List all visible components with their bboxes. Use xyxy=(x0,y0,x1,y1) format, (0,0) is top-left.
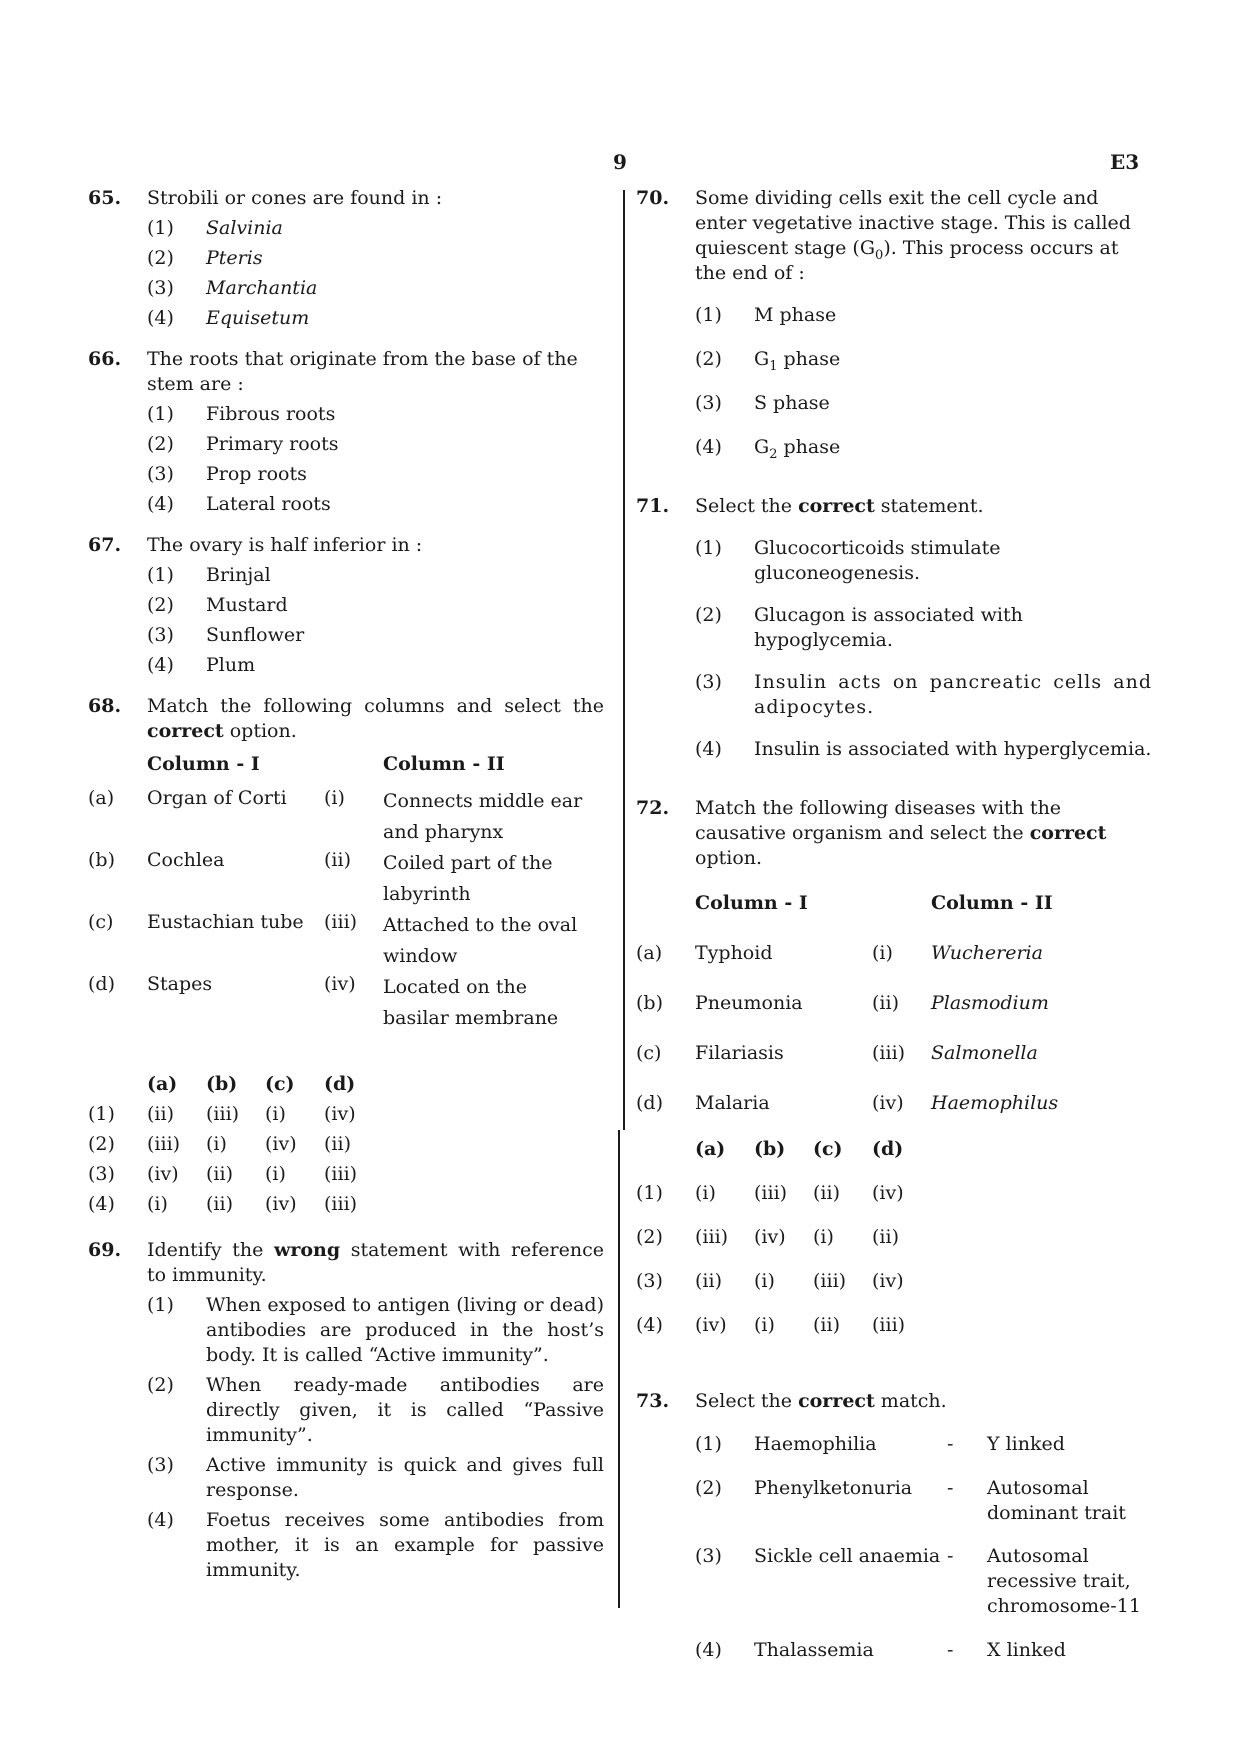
answer-row xyxy=(88,1102,383,1132)
answer-cell: (iii) xyxy=(813,1270,847,1292)
answer-table xyxy=(636,1137,931,1357)
answer-row xyxy=(636,1313,931,1357)
question-text-b: statement with reference to immunity. xyxy=(147,1239,605,1286)
option-text: Insulin acts on pancreatic cells and adipocytes. xyxy=(754,671,1152,718)
answer-head: (d) xyxy=(324,1073,356,1095)
right-column xyxy=(636,186,1152,1668)
option xyxy=(88,623,604,648)
row-label: (b) xyxy=(88,849,115,871)
dash: - xyxy=(947,1477,954,1499)
option-text-sub: 1 xyxy=(769,358,778,374)
option xyxy=(88,1453,604,1503)
question-68 xyxy=(88,694,604,1222)
answer-cell: (ii) xyxy=(695,1270,722,1292)
option-text: Marchantia xyxy=(206,277,318,299)
option-number: (4) xyxy=(147,307,174,329)
option-number: (2) xyxy=(147,247,174,269)
match-row xyxy=(636,991,1058,1041)
question-65 xyxy=(88,186,604,331)
option-text: When ready-made antibodies are directly given, it is called “Passive immunity”. xyxy=(206,1374,604,1446)
answer-cell: (iii) xyxy=(324,1193,358,1215)
question-text-bold: correct xyxy=(798,495,875,517)
page-number: 9 xyxy=(613,150,627,174)
answer-cell: (iv) xyxy=(872,1270,904,1292)
answer-cell: (i) xyxy=(147,1193,168,1215)
option xyxy=(88,432,604,457)
answer-cell: (iv) xyxy=(265,1193,297,1215)
option xyxy=(88,402,604,427)
dash: - xyxy=(947,1639,954,1661)
option-number: (4) xyxy=(147,1509,174,1531)
inheritance: Autosomal dominant trait xyxy=(987,1477,1126,1524)
column-divider-top xyxy=(623,190,625,1130)
answer-head: (d) xyxy=(872,1138,904,1160)
question-text-bold: correct xyxy=(147,720,224,742)
answer-cell: (i) xyxy=(754,1270,775,1292)
row-label: (c) xyxy=(88,911,114,933)
option-number: (1) xyxy=(147,564,174,586)
row-roman: (i) xyxy=(872,942,893,964)
question-text xyxy=(695,1389,1152,1414)
option-text: Prop roots xyxy=(206,463,307,485)
answer-row xyxy=(88,1132,383,1162)
answer-cell: (iv) xyxy=(265,1133,297,1155)
option-text xyxy=(754,347,1152,372)
answer-cell: (iv) xyxy=(324,1103,356,1125)
column-2-header: Column - II xyxy=(931,892,1053,914)
option xyxy=(88,246,604,271)
question-text-bold: correct xyxy=(1029,822,1107,844)
answer-cell: (i) xyxy=(265,1163,286,1185)
option-number: (1) xyxy=(147,403,174,425)
answer-cell: (ii) xyxy=(206,1193,233,1215)
question-text xyxy=(695,494,1152,519)
option xyxy=(636,670,1152,720)
option-number: (3) xyxy=(147,463,174,485)
row-label: (a) xyxy=(88,787,115,809)
option xyxy=(636,347,1152,372)
answer-cell: (ii) xyxy=(813,1314,840,1336)
question-number: 67. xyxy=(88,534,122,556)
answer-cell: (i) xyxy=(265,1103,286,1125)
option xyxy=(636,737,1152,762)
column-2-item: Haemophilus xyxy=(931,1092,1059,1114)
question-text-b: option. xyxy=(223,720,297,742)
match-option xyxy=(636,1544,1152,1638)
option-text-sub: 2 xyxy=(769,446,778,462)
question-text-a: Select the xyxy=(695,1390,799,1412)
option-number: (4) xyxy=(695,436,722,458)
option-number: (4) xyxy=(695,738,722,760)
option-number: (2) xyxy=(147,1374,174,1396)
column-2-item: Coiled part of the labyrinth xyxy=(383,852,553,905)
option xyxy=(88,306,604,331)
option xyxy=(636,435,1152,460)
option-text: M phase xyxy=(754,304,837,326)
answer-head: (b) xyxy=(754,1138,786,1160)
option-text: Primary roots xyxy=(206,433,339,455)
question-67 xyxy=(88,533,604,678)
option xyxy=(88,653,604,678)
answer-row xyxy=(636,1225,931,1269)
column-1-item: Typhoid xyxy=(695,942,773,964)
option-text: Lateral roots xyxy=(206,493,331,515)
question-text-a: Match the following diseases with the causative organism and select the xyxy=(695,797,1062,844)
option-number: (4) xyxy=(147,654,174,676)
question-text-b: option. xyxy=(695,847,763,869)
answer-cell: (i) xyxy=(754,1314,775,1336)
column-2-item: Salmonella xyxy=(931,1042,1038,1064)
question-73 xyxy=(636,1389,1152,1668)
row-roman: (ii) xyxy=(324,849,351,871)
question-text: Strobili or cones are found in : xyxy=(147,187,443,209)
column-1-item: Malaria xyxy=(695,1092,770,1114)
column-2-item: Located on the basilar membrane xyxy=(383,976,559,1029)
dash: - xyxy=(947,1433,954,1455)
option-number: (2) xyxy=(695,348,722,370)
option xyxy=(88,563,604,588)
answer-number: (2) xyxy=(88,1133,115,1155)
question-number: 71. xyxy=(636,495,670,517)
row-label: (c) xyxy=(636,1042,662,1064)
match-option xyxy=(636,1432,1152,1476)
answer-cell: (iii) xyxy=(324,1163,358,1185)
option-number: (1) xyxy=(695,537,722,559)
match-list xyxy=(636,1432,1152,1668)
answer-cell: (ii) xyxy=(872,1226,899,1248)
answer-head: (a) xyxy=(147,1073,178,1095)
option-text: Salvinia xyxy=(206,217,283,239)
answer-cell: (ii) xyxy=(147,1103,174,1125)
option-number: (3) xyxy=(695,392,722,414)
option-number: (3) xyxy=(147,277,174,299)
option-number: (1) xyxy=(147,217,174,239)
row-roman: (iv) xyxy=(324,973,356,995)
answer-head: (a) xyxy=(695,1138,726,1160)
question-number: 70. xyxy=(636,187,670,209)
match-table xyxy=(636,891,1058,1137)
question-text-a: Select the xyxy=(695,495,799,517)
row-label: (d) xyxy=(88,973,115,995)
row-label: (b) xyxy=(636,992,663,1014)
option xyxy=(88,276,604,301)
option-text: Plum xyxy=(206,654,256,676)
column-1-item: Cochlea xyxy=(147,849,225,871)
inheritance: X linked xyxy=(987,1639,1066,1661)
inheritance: Autosomal recessive trait, chromosome-11 xyxy=(987,1545,1141,1617)
question-text-bold: wrong xyxy=(274,1239,341,1261)
answer-cell: (ii) xyxy=(813,1182,840,1204)
column-2-item: Attached to the oval window xyxy=(383,914,578,967)
match-table xyxy=(88,752,604,1066)
option-number: (1) xyxy=(695,304,722,326)
column-1-item: Stapes xyxy=(147,973,213,995)
option xyxy=(636,536,1152,586)
answer-cell: (ii) xyxy=(324,1133,351,1155)
question-71 xyxy=(636,494,1152,762)
option xyxy=(88,1293,604,1368)
question-number: 66. xyxy=(88,348,122,370)
question-72 xyxy=(636,796,1152,1357)
answer-cell: (iv) xyxy=(754,1226,786,1248)
option-number: (3) xyxy=(695,1545,722,1567)
option-text: Foetus receives some antibodies from mother, it is an example for passive immunity. xyxy=(206,1509,604,1581)
inheritance: Y linked xyxy=(987,1433,1065,1455)
answer-head: (b) xyxy=(206,1073,238,1095)
row-roman: (iii) xyxy=(324,911,358,933)
option-number: (4) xyxy=(147,493,174,515)
question-text: The ovary is half inferior in : xyxy=(147,534,423,556)
option-text-pre: G xyxy=(754,348,770,370)
answer-row xyxy=(88,1162,383,1192)
question-text xyxy=(147,1238,604,1288)
question-text xyxy=(147,694,604,719)
question-text-a: Some dividing cells exit the cell cycle and enter vegetative inactive stage. This is called quiescent stage (G xyxy=(695,187,1131,259)
answer-number: (3) xyxy=(636,1270,663,1292)
answer-cell: (iii) xyxy=(147,1133,181,1155)
column-1-item: Pneumonia xyxy=(695,992,803,1014)
answer-cell: (i) xyxy=(813,1226,834,1248)
option-text: Glucocorticoids stimulate gluconeogenesis. xyxy=(754,537,1001,584)
row-roman: (iv) xyxy=(872,1092,904,1114)
answer-row xyxy=(636,1269,931,1313)
option-number: (3) xyxy=(147,1454,174,1476)
answer-head: (c) xyxy=(813,1138,843,1160)
answer-cell: (iii) xyxy=(206,1103,240,1125)
option-text: Sunflower xyxy=(206,624,305,646)
row-roman: (ii) xyxy=(872,992,899,1014)
answer-cell: (i) xyxy=(695,1182,716,1204)
answer-cell: (iv) xyxy=(872,1182,904,1204)
disorder: Thalassemia xyxy=(754,1639,874,1661)
question-66 xyxy=(88,347,604,517)
option-number: (1) xyxy=(695,1433,722,1455)
column-2-item: Wuchereria xyxy=(931,942,1043,964)
match-row xyxy=(636,941,1058,991)
answer-cell: (iii) xyxy=(754,1182,788,1204)
match-row xyxy=(88,972,604,1066)
option-text: Brinjal xyxy=(206,564,271,586)
match-row xyxy=(636,1041,1058,1091)
question-text-a: Match the following columns and select the xyxy=(147,695,604,717)
match-option xyxy=(636,1638,1152,1668)
disorder: Phenylketonuria xyxy=(754,1477,913,1499)
column-1-item: Organ of Corti xyxy=(147,787,287,809)
question-text-sub: 0 xyxy=(875,247,884,263)
option xyxy=(88,492,604,517)
option xyxy=(636,303,1152,328)
option-number: (3) xyxy=(147,624,174,646)
question-text-a: Identify the xyxy=(147,1239,274,1261)
column-2-item: Connects middle ear and pharynx xyxy=(383,790,583,843)
option-number: (2) xyxy=(147,433,174,455)
answer-number: (4) xyxy=(88,1193,115,1215)
option-text: Equisetum xyxy=(206,307,310,329)
option-text: Pteris xyxy=(206,247,263,269)
row-roman: (iii) xyxy=(872,1042,906,1064)
column-2-header: Column - II xyxy=(383,753,505,775)
question-text: The roots that originate from the base of the stem are : xyxy=(147,348,578,395)
row-label: (a) xyxy=(636,942,663,964)
match-row xyxy=(88,910,604,972)
question-number: 65. xyxy=(88,187,122,209)
answer-number: (4) xyxy=(636,1314,663,1336)
option-text: S phase xyxy=(754,392,830,414)
option-text: When exposed to antigen (living or dead) antibodies are produced in the host’s body. It is called “Active immunity”. xyxy=(206,1294,604,1366)
option-number: (4) xyxy=(695,1639,722,1661)
question-text xyxy=(695,186,1152,286)
option-text: Fibrous roots xyxy=(206,403,336,425)
answer-row xyxy=(88,1192,383,1222)
match-row xyxy=(636,1091,1058,1137)
option xyxy=(88,593,604,618)
answer-number: (2) xyxy=(636,1226,663,1248)
column-1-header: Column - I xyxy=(695,892,808,914)
answer-cell: (iii) xyxy=(695,1226,729,1248)
option-number: (2) xyxy=(695,1477,722,1499)
answer-head: (c) xyxy=(265,1073,295,1095)
question-text-b: ). This process occurs at the end of : xyxy=(695,237,1119,284)
answer-cell: (ii) xyxy=(206,1163,233,1185)
answer-table xyxy=(88,1072,383,1222)
row-roman: (i) xyxy=(324,787,345,809)
option-text: Glucagon is associated with hypoglycemia. xyxy=(754,604,1023,651)
question-text-cont xyxy=(147,719,604,744)
match-row xyxy=(88,848,604,910)
column-1-item: Eustachian tube xyxy=(147,911,304,933)
option-text: Active immunity is quick and gives full response. xyxy=(206,1454,604,1501)
option-text-post: phase xyxy=(777,348,841,370)
disorder: Haemophilia xyxy=(754,1433,877,1455)
option-text-post: phase xyxy=(777,436,841,458)
dash: - xyxy=(947,1545,954,1567)
booklet-code: E3 xyxy=(1110,150,1140,174)
option xyxy=(88,216,604,241)
question-text xyxy=(695,796,1152,871)
left-column xyxy=(88,186,604,1583)
option xyxy=(88,1508,604,1583)
question-number: 68. xyxy=(88,695,122,717)
option-number: (1) xyxy=(147,1294,174,1316)
question-number: 73. xyxy=(636,1390,670,1412)
option-number: (2) xyxy=(695,604,722,626)
column-1-header: Column - I xyxy=(147,753,260,775)
column-divider-bottom xyxy=(618,1130,620,1608)
answer-cell: (iv) xyxy=(695,1314,727,1336)
option xyxy=(636,603,1152,653)
question-text-bold: correct xyxy=(798,1390,875,1412)
answer-cell: (iv) xyxy=(147,1163,179,1185)
option xyxy=(636,391,1152,416)
column-2-item: Plasmodium xyxy=(931,992,1049,1014)
answer-number: (3) xyxy=(88,1163,115,1185)
option-text xyxy=(754,435,1152,460)
option-text: Mustard xyxy=(206,594,288,616)
answer-cell: (i) xyxy=(206,1133,227,1155)
row-label: (d) xyxy=(636,1092,663,1114)
option-text-pre: G xyxy=(754,436,770,458)
question-number: 69. xyxy=(88,1239,122,1261)
match-option xyxy=(636,1476,1152,1544)
option xyxy=(88,1373,604,1448)
question-69 xyxy=(88,1238,604,1583)
option-number: (3) xyxy=(695,671,722,693)
option-text: Insulin is associated with hyperglycemia. xyxy=(754,738,1152,760)
option xyxy=(88,462,604,487)
question-text-b: match. xyxy=(874,1390,947,1412)
question-70 xyxy=(636,186,1152,460)
match-row xyxy=(88,786,604,848)
column-1-item: Filariasis xyxy=(695,1042,784,1064)
answer-number: (1) xyxy=(88,1103,115,1125)
answer-number: (1) xyxy=(636,1182,663,1204)
answer-cell: (iii) xyxy=(872,1314,906,1336)
disorder: Sickle cell anaemia xyxy=(754,1545,941,1567)
question-text-b: statement. xyxy=(874,495,984,517)
answer-row xyxy=(636,1181,931,1225)
question-number: 72. xyxy=(636,797,670,819)
option-number: (2) xyxy=(147,594,174,616)
